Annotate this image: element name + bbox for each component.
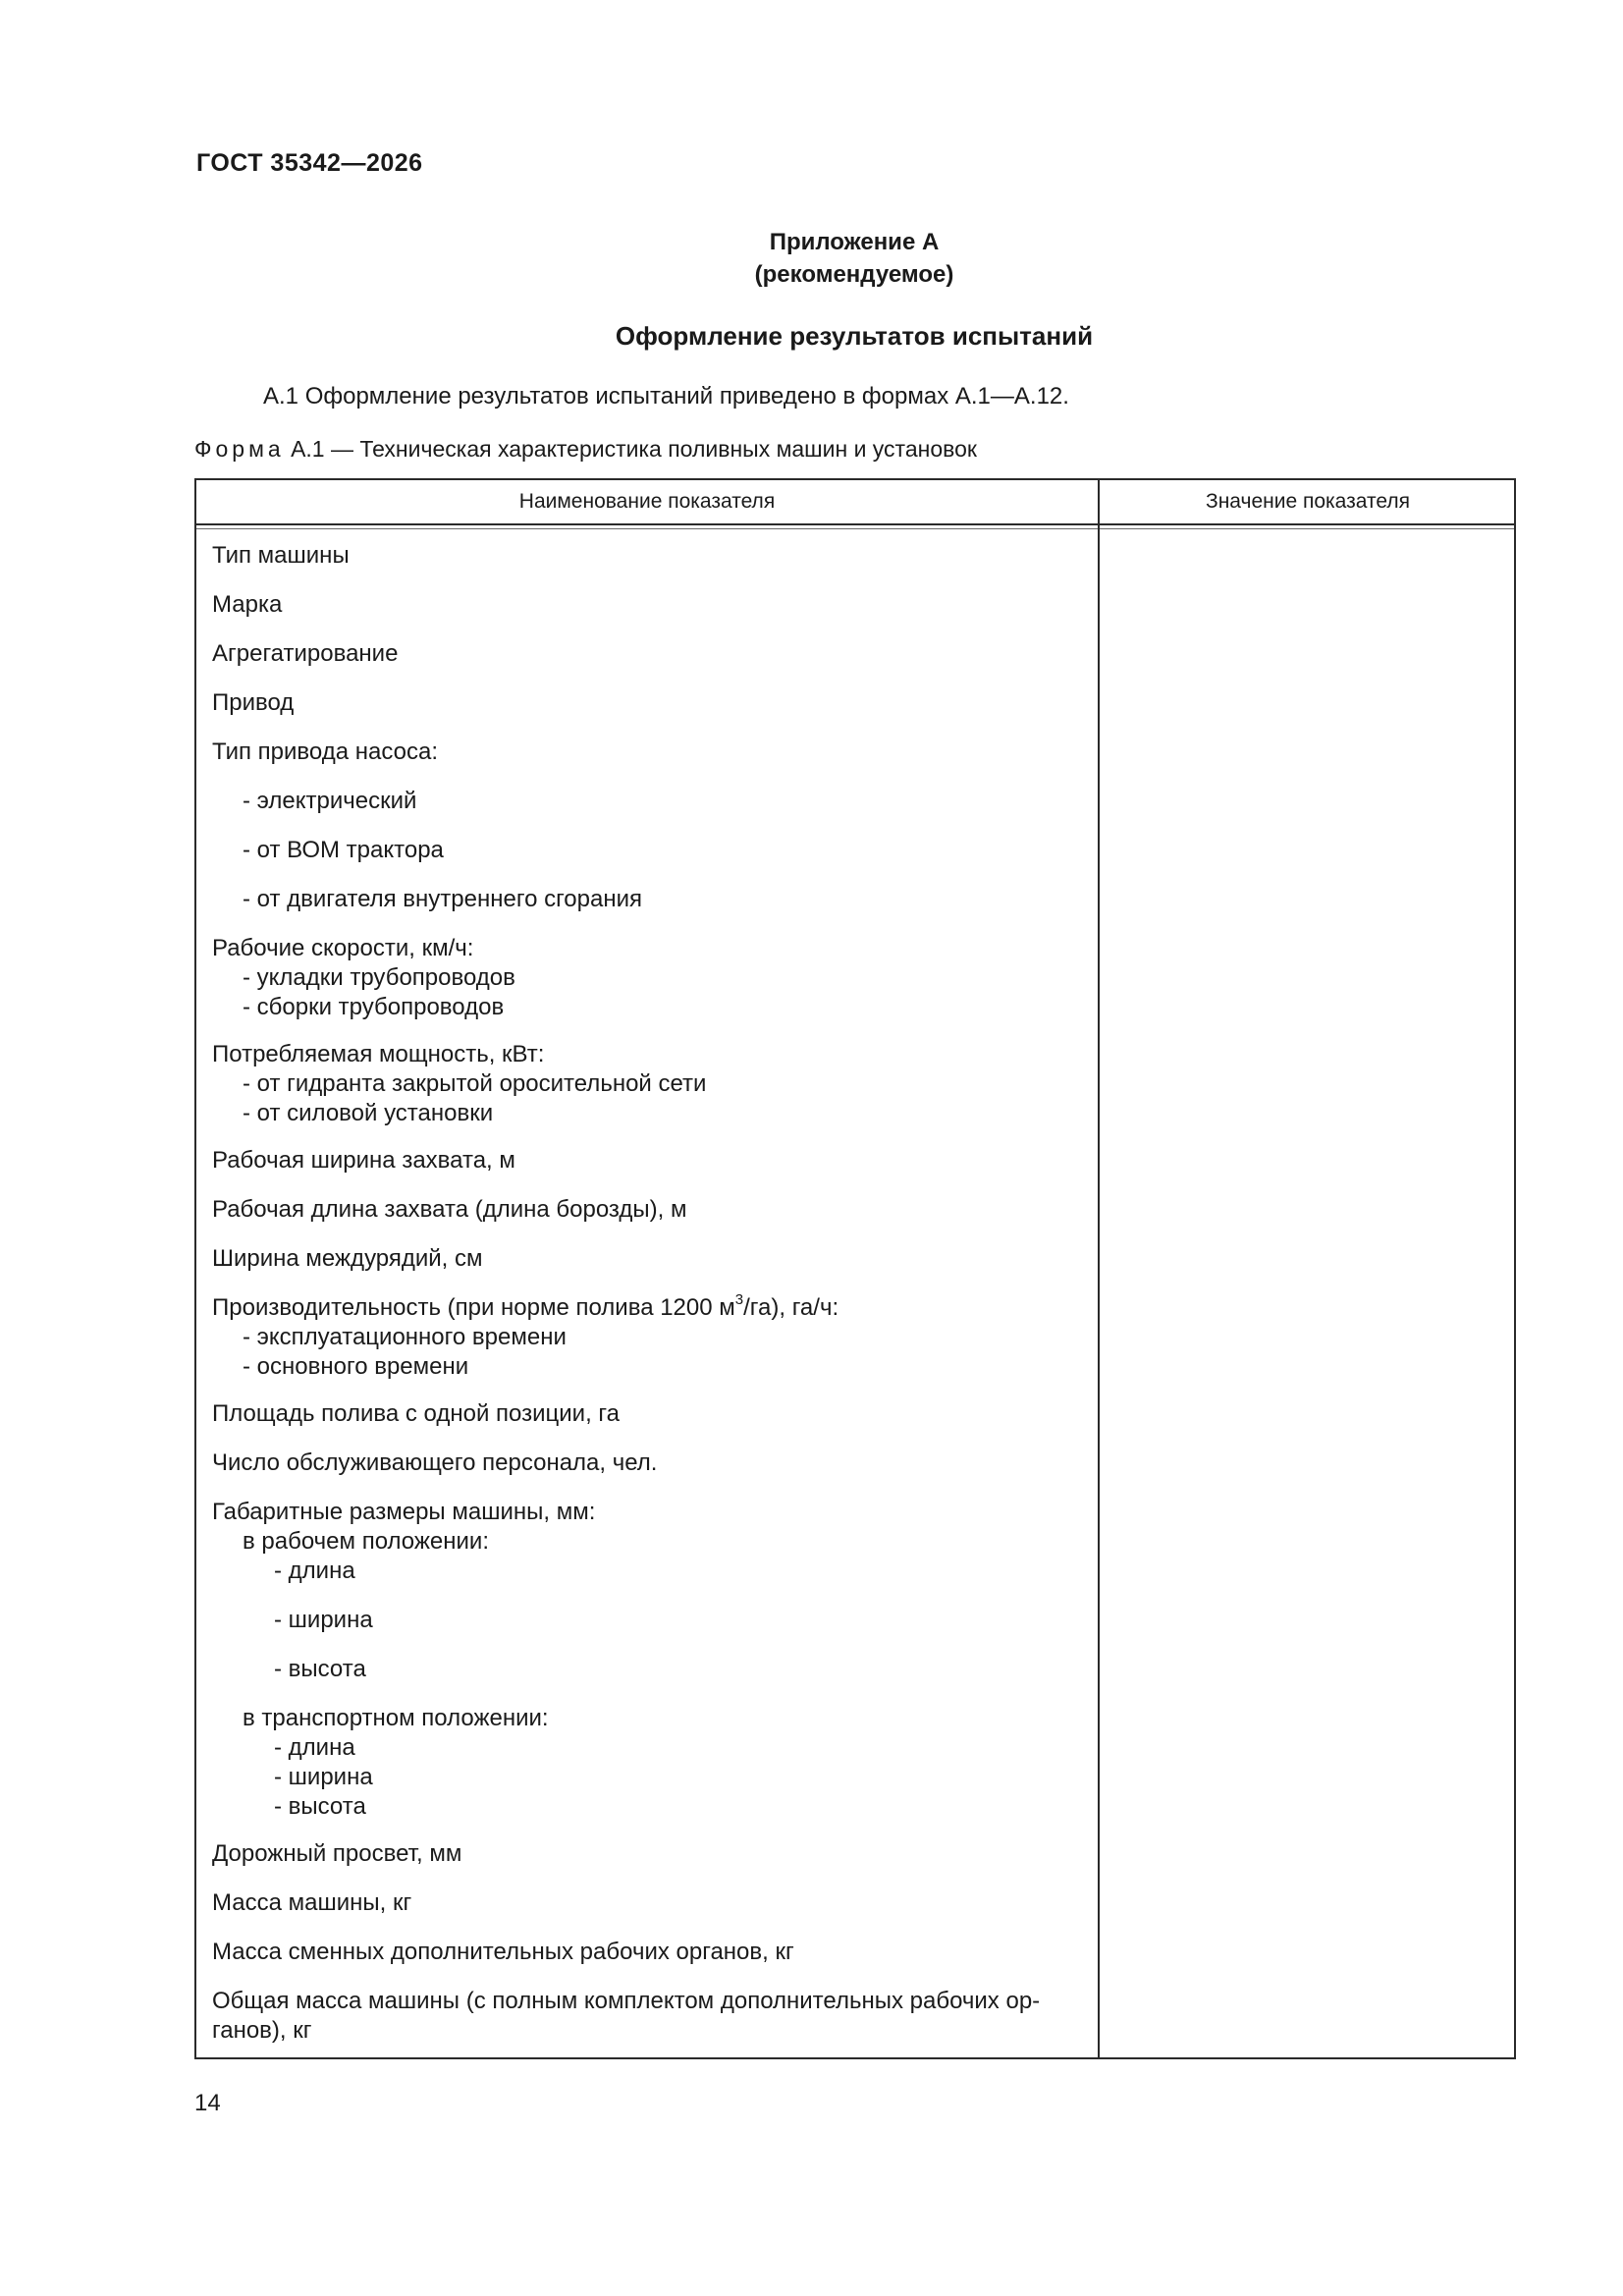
column-header-value: Значение показателя: [1206, 490, 1410, 513]
table-row: Привод: [212, 689, 295, 716]
form-caption-text: А.1 — Техническая характеристика поливных машин и установок: [284, 436, 977, 462]
spec-table: [194, 478, 1516, 2059]
header-double-rule: [196, 528, 1514, 529]
table-row: Рабочая длина захвата (длина борозды), м: [212, 1196, 687, 1223]
table-row: Производительность (при норме полива 1200 $м^3/га$), га/ч: - эксплуатационного времени - основного времени: [212, 1291, 839, 1380]
page-number: 14: [194, 2090, 221, 2116]
table-row: Ширина междурядий, см: [212, 1245, 483, 1272]
table-row: Число обслуживающего персонала, чел.: [212, 1449, 658, 1476]
annex-status: (рекомендуемое): [754, 261, 954, 288]
table-row: Тип машины: [212, 542, 350, 569]
table-row: Потребляемая мощность, кВт: - от гидранта закрытой оросительной сети - от силовой установки: [212, 1041, 707, 1126]
form-caption: [194, 436, 977, 463]
table-row: Габаритные размеры машины, мм: в рабочем положении: - длина - ширина - высота в транспортном положении: - длина - ширина - высота: [212, 1499, 596, 1820]
table-row: Агрегатирование: [212, 640, 399, 667]
table-header: [196, 480, 1514, 525]
table-body: [212, 541, 1086, 2065]
table-row: Масса машины, кг: [212, 1889, 412, 1916]
table-row: Тип привода насоса:: [212, 738, 438, 765]
column-divider: [1098, 480, 1100, 2057]
intro-paragraph: А.1 Оформление результатов испытаний приведено в формах А.1—А.12.: [263, 383, 1069, 410]
table-row: - от двигателя внутреннего сгорания: [243, 886, 643, 912]
table-row: Площадь полива с одной позиции, га: [212, 1400, 620, 1427]
form-caption-label: Форма: [194, 436, 285, 462]
table-row: Дорожный просвет, мм: [212, 1840, 462, 1867]
table-row: - от ВОМ трактора: [243, 837, 444, 863]
column-header-indicator: Наименование показателя: [518, 490, 776, 513]
standard-designation: ГОСТ 35342—2026: [196, 149, 423, 177]
table-row: Марка: [212, 591, 283, 618]
table-row: Рабочая ширина захвата, м: [212, 1147, 515, 1174]
table-row: Общая масса машины (с полным комплектом дополнительных рабочих ор- ганов), кг: [212, 1988, 1041, 2044]
table-row: - электрический: [243, 788, 417, 814]
table-row: Масса сменных дополнительных рабочих органов, кг: [212, 1939, 794, 1965]
annex-title: Приложение А: [769, 229, 940, 255]
annex-heading: [0, 226, 1623, 291]
table-row: Рабочие скорости, км/ч: - укладки трубопроводов - сборки трубопроводов: [212, 935, 515, 1020]
section-title: Оформление результатов испытаний: [615, 321, 1094, 351]
